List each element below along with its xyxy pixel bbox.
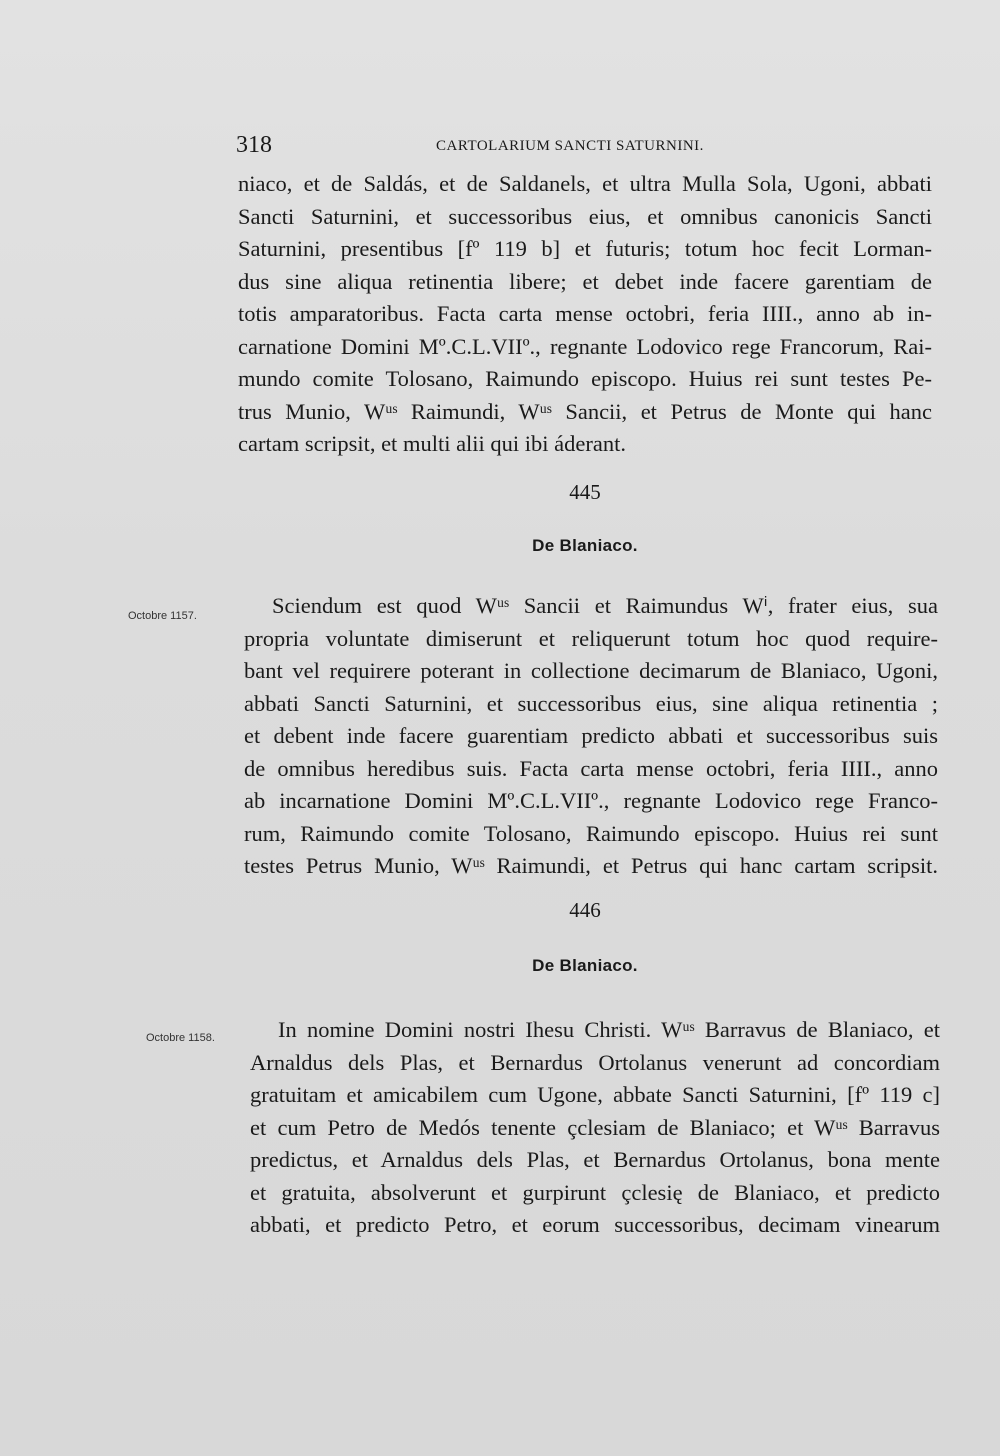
- page-number: 318: [236, 132, 272, 158]
- running-title: CARTOLARIUM SANCTI SATURNINI.: [436, 138, 704, 154]
- text-line: testes Petrus Munio, Wᵘˢ Raimundi, et Petrus qui hanc cartam scripsit.: [244, 853, 938, 878]
- text-line: totis amparatoribus. Facta carta mense octobri, feria IIII., anno ab in-: [238, 301, 932, 326]
- text-line: de omnibus heredibus suis. Facta carta mense octobri, feria IIII., anno: [244, 755, 938, 781]
- text-line: carnatione Domini Mº.C.L.VIIº., regnante Lodovico rege Francorum, Rai-: [238, 333, 932, 359]
- text-line: abbati Sancti Saturnini, et successoribus eius, sine aliqua retinentia ;: [244, 690, 938, 716]
- text-line: et gratuita, absolverunt et gurpirunt çclesię de Blaniaco, et predicto: [250, 1179, 940, 1205]
- continuation-text: [238, 168, 932, 461]
- charter-text: [244, 590, 938, 883]
- text-line: Saturnini, presentibus [fº 119 b] et futuris; totum hoc fecit Lorman-: [238, 236, 932, 261]
- margin-date: Octobre 1157.: [128, 610, 197, 622]
- margin-date: Octobre 1158.: [146, 1032, 215, 1044]
- text-line: et cum Petro de Medós tenente çclesiam de Blaniaco; et Wᵘˢ Barravus: [250, 1114, 940, 1140]
- page-header: [236, 132, 936, 162]
- text-line: trus Munio, Wᵘˢ Raimundi, Wᵘˢ Sancii, et Petrus de Monte qui hanc: [238, 398, 932, 424]
- text-line: abbati, et predicto Petro, et eorum successoribus, decimam vinearum: [250, 1212, 940, 1237]
- text-line: niaco, et de Saldás, et de Saldanels, et ultra Mulla Sola, Ugoni, abbati: [238, 171, 932, 196]
- text-line: Sancti Saturnini, et successoribus eius, et omnibus canonicis Sancti: [238, 203, 932, 229]
- charter-title: De Blaniaco.: [532, 536, 638, 555]
- text-line: propria voluntate dimiserunt et reliquerunt totum hoc quod require-: [244, 625, 938, 651]
- text-line: predictus, et Arnaldus dels Plas, et Bernardus Ortolanus, bona mente: [250, 1147, 940, 1172]
- charter-number: 445: [569, 480, 601, 504]
- text-line: cartam scripsit, et multi alii qui ibi áderant.: [238, 431, 627, 456]
- text-line: dus sine aliqua retinentia libere; et debet inde facere garentiam de: [238, 268, 932, 294]
- charter-text: [250, 1014, 940, 1242]
- text-line: gratuitam et amicabilem cum Ugone, abbate Sancti Saturnini, [fº 119 c]: [250, 1082, 940, 1107]
- text-line: mundo comite Tolosano, Raimundo episcopo. Huius rei sunt testes Pe-: [238, 366, 932, 391]
- charter-title: De Blaniaco.: [532, 956, 638, 975]
- text-line: rum, Raimundo comite Tolosano, Raimundo episcopo. Huius rei sunt: [244, 820, 938, 846]
- text-line: Sciendum est quod Wᵘˢ Sancii et Raimundus Wⁱ, frater eius, sua: [272, 593, 938, 618]
- charter-number: 446: [569, 898, 601, 922]
- text-line: In nomine Domini nostri Ihesu Christi. Wᵘˢ Barravus de Blaniaco, et: [278, 1017, 940, 1042]
- text-line: bant vel requirere poterant in collectione decimarum de Blaniaco, Ugoni,: [244, 658, 938, 683]
- text-line: et debent inde facere guarentiam predicto abbati et successoribus suis: [244, 723, 938, 748]
- text-line: Arnaldus dels Plas, et Bernardus Ortolanus venerunt ad concordiam: [250, 1049, 940, 1075]
- text-line: ab incarnatione Domini Mº.C.L.VIIº., regnante Lodovico rege Franco-: [244, 788, 938, 813]
